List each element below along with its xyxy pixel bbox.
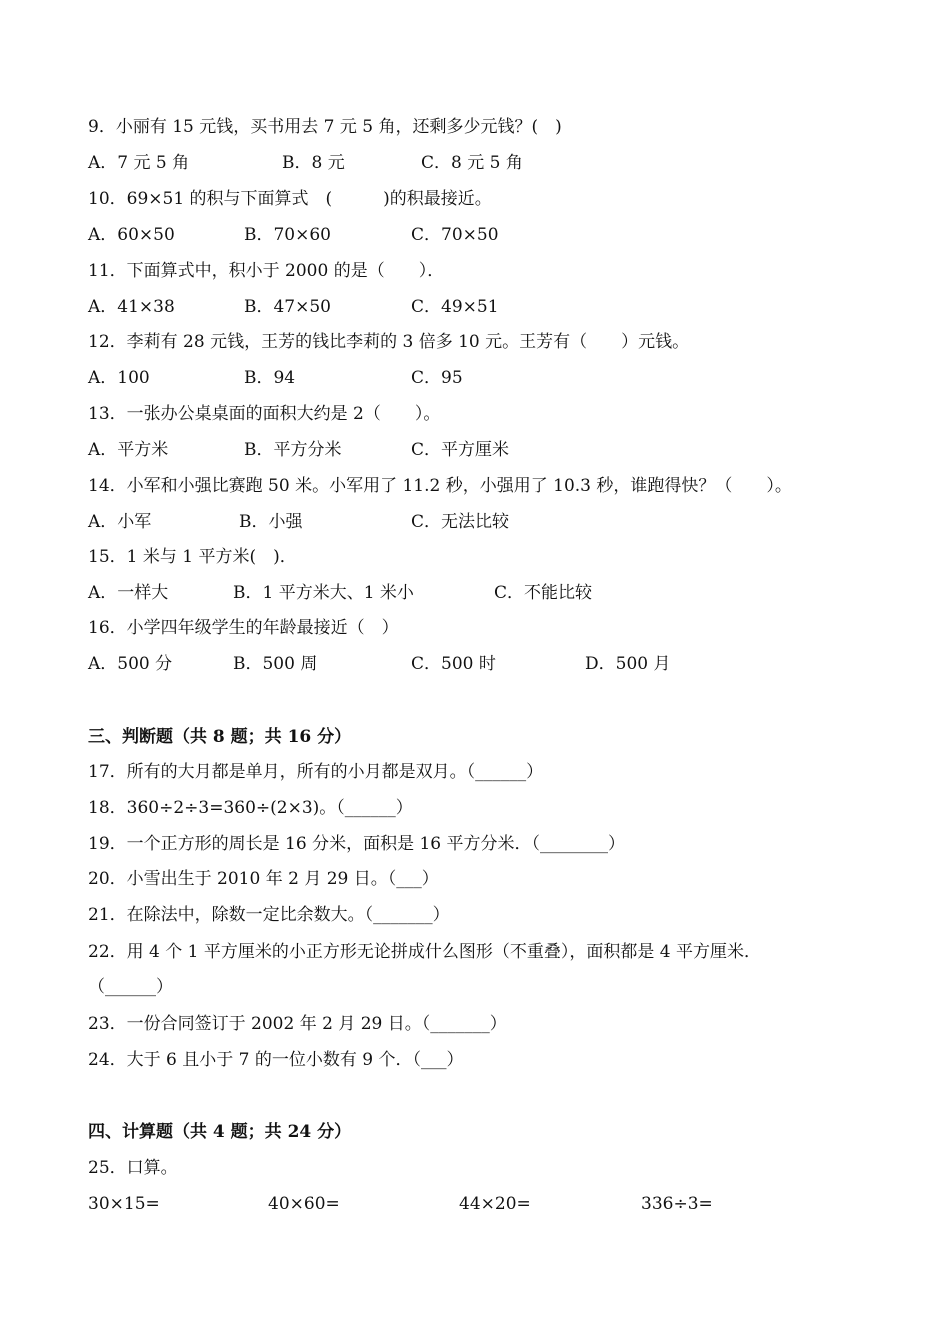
section-title-judge: 三、判断题（共 8 题；共 16 分） [88,727,352,747]
option-a: A．小军 [88,512,152,532]
question-22: 22．用 4 个 1 平方厘米的小正方形无论拼成什么图形（不重叠），面积都是 4 平方厘米． [88,942,762,962]
question-11: 11．下面算式中，积小于 2000 的是（ ）． [88,261,445,281]
option-c: C．无法比较 [411,512,510,532]
option-c: C．平方厘米 [411,440,510,460]
calc-item: 44×20= [459,1194,531,1214]
calc-item: 40×60= [268,1194,340,1214]
option-b: B．小强 [239,512,303,532]
question-24: 24．大于 6 且小于 7 的一位小数有 9 个．（___） [88,1050,464,1070]
option-a: A．一样大 [88,583,169,603]
question-10: 10．69×51 的积与下面算式 ( )的积最接近。 [88,189,492,209]
question-19: 19．一个正方形的周长是 16 分米，面积是 16 平方分米．（________） [88,834,626,854]
option-c: C．70×50 [411,225,499,245]
calc-item: 336÷3= [641,1194,713,1214]
question-12: 12．李莉有 28 元钱，王芳的钱比李莉的 3 倍多 10 元。王芳有（ ）元钱。 [88,332,690,352]
option-a: A．41×38 [88,297,175,317]
option-b: B．8 元 [282,153,345,173]
question-15: 15．1 米与 1 平方米( )． [88,547,297,567]
option-b: B．70×60 [244,225,332,245]
option-d: D．500 月 [585,654,671,674]
question-14: 14．小军和小强比赛跑 50 米。小军用了 11.2 秒，小强用了 10.3 秒，谁跑得快？（ ）。 [88,476,792,496]
option-a: A．平方米 [88,440,169,460]
option-c: C．不能比较 [494,583,593,603]
option-c: C．49×51 [411,297,499,317]
option-a: A．100 [88,368,150,388]
option-b: B．平方分米 [244,440,342,460]
option-a: A．500 分 [88,654,173,674]
question-17: 17．所有的大月都是单月，所有的小月都是双月。（______） [88,762,544,782]
question-21: 21．在除法中，除数一定比余数大。（_______） [88,905,450,925]
option-b: B．47×50 [244,297,332,317]
question-13: 13．一张办公桌桌面的面积大约是 2（ ）。 [88,404,441,424]
question-18: 18．360÷2÷3=360÷(2×3)。（______） [88,798,413,818]
question-25: 25．口算。 [88,1158,178,1178]
question-16: 16．小学四年级学生的年龄最接近（ ） [88,618,399,638]
option-a: A．7 元 5 角 [88,153,190,173]
question-9: 9．小丽有 15 元钱，买书用去 7 元 5 角，还剩多少元钱？( ) [88,117,562,137]
option-c: C．8 元 5 角 [421,153,523,173]
question-23: 23．一份合同签订于 2002 年 2 月 29 日。（_______） [88,1014,507,1034]
section-title-calc: 四、计算题（共 4 题；共 24 分） [88,1122,352,1142]
option-c: C．500 时 [411,654,496,674]
question-20: 20．小雪出生于 2010 年 2 月 29 日。（___） [88,869,439,889]
option-b: B．500 周 [233,654,318,674]
calc-item: 30×15= [88,1194,160,1214]
option-a: A．60×50 [88,225,175,245]
option-c: C．95 [411,368,463,388]
option-b: B．1 平方米大、1 米小 [233,583,414,603]
answer-blank: （______） [88,977,173,997]
option-b: B．94 [244,368,296,388]
